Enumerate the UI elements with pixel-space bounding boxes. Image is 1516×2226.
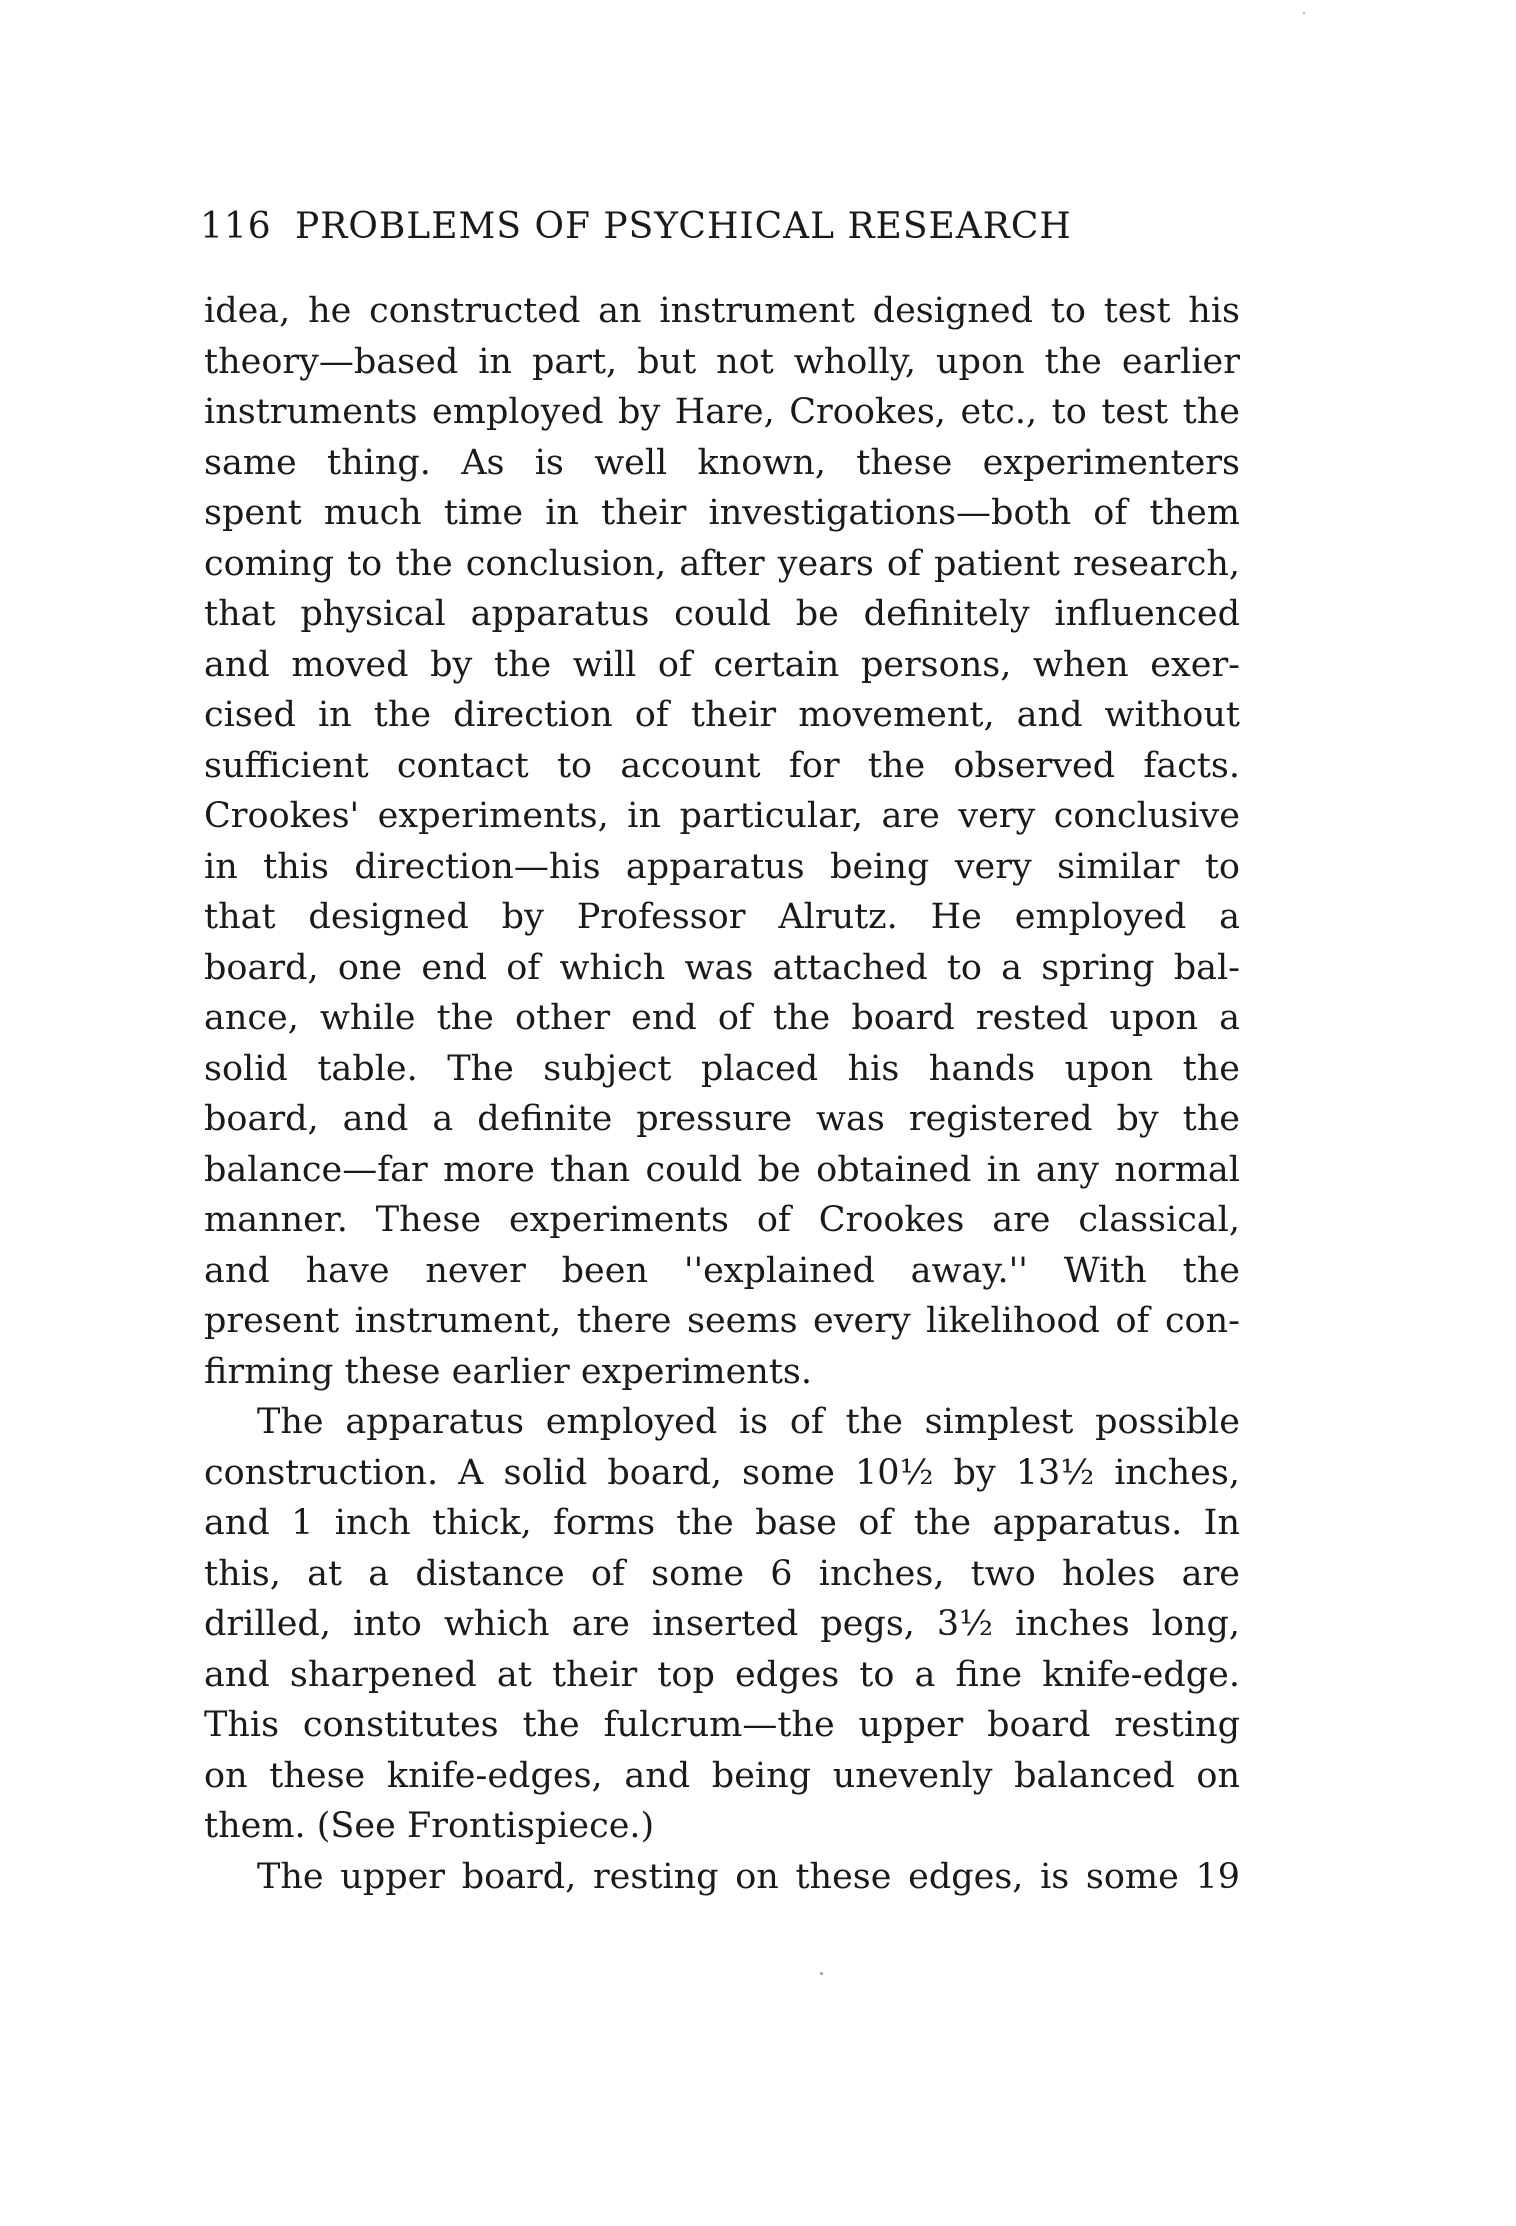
text-line: that designed by Professor Alrutz. He employed a	[204, 897, 1240, 937]
text-line: board, and a definite pressure was registered by the	[204, 1099, 1240, 1139]
text-line: that physical apparatus could be definitely influenced	[204, 594, 1240, 634]
text-line: solid table. The subject placed his hands upon the	[204, 1048, 1240, 1089]
print-speck	[820, 1972, 823, 1975]
text-line: idea, he constructed an instrument designed to test his	[204, 291, 1240, 331]
text-line: This constitutes the fulcrum—the upper board resting	[204, 1705, 1240, 1745]
paragraph-2	[204, 1397, 1240, 1852]
print-speck	[1303, 12, 1305, 14]
text-line: cised in the direction of their movement, and without	[204, 695, 1240, 735]
text-line: coming to the conclusion, after years of patient research,	[204, 543, 1240, 584]
body-text	[204, 286, 1240, 1902]
text-line: and 1 inch thick, forms the base of the apparatus. In	[204, 1503, 1240, 1543]
text-line: and moved by the will of certain persons, when exer-	[204, 644, 1240, 685]
paragraph-3	[204, 1852, 1240, 1903]
paragraph-1	[204, 286, 1240, 1397]
text-line: and have never been ''explained away.'' With the	[204, 1250, 1240, 1291]
text-line: board, one end of which was attached to a spring bal-	[204, 947, 1240, 988]
text-line: instruments employed by Hare, Crookes, etc., to test the	[204, 392, 1240, 432]
text-line: and sharpened at their top edges to a fine knife-edge.	[204, 1654, 1240, 1695]
text-line: balance—far more than could be obtained in any normal	[204, 1149, 1240, 1190]
page-number: 116	[200, 206, 272, 247]
text-line: present instrument, there seems every likelihood of con-	[204, 1301, 1240, 1341]
text-line: this, at a distance of some 6 inches, two holes are	[204, 1553, 1240, 1594]
text-line: drilled, into which are inserted pegs, 3½ inches long,	[204, 1604, 1240, 1644]
running-title: PROBLEMS OF PSYCHICAL RESEARCH	[295, 206, 1072, 247]
running-head	[200, 205, 1240, 249]
text-line: The upper board, resting on these edges, is some 19	[257, 1856, 1240, 1897]
text-line: theory—based in part, but not wholly, upon the earlier	[204, 341, 1240, 382]
text-line: The apparatus employed is of the simplest possible	[257, 1402, 1240, 1442]
text-line: construction. A solid board, some 10½ by 13½ inches,	[204, 1452, 1240, 1493]
text-line: manner. These experiments of Crookes are classical,	[204, 1200, 1240, 1240]
text-line: them. (See Frontispiece.)	[204, 1806, 655, 1846]
text-line: same thing. As is well known, these experimenters	[204, 442, 1240, 483]
text-line: on these knife-edges, and being unevenly balanced on	[204, 1755, 1240, 1796]
text-line: ance, while the other end of the board rested upon a	[204, 998, 1240, 1038]
text-line: spent much time in their investigations—both of them	[204, 493, 1240, 533]
text-line: firming these earlier experiments.	[204, 1351, 813, 1392]
text-line: sufficient contact to account for the observed facts.	[204, 745, 1240, 786]
text-line: Crookes' experiments, in particular, are very conclusive	[204, 796, 1240, 836]
text-line: in this direction—his apparatus being very similar to	[204, 846, 1240, 887]
